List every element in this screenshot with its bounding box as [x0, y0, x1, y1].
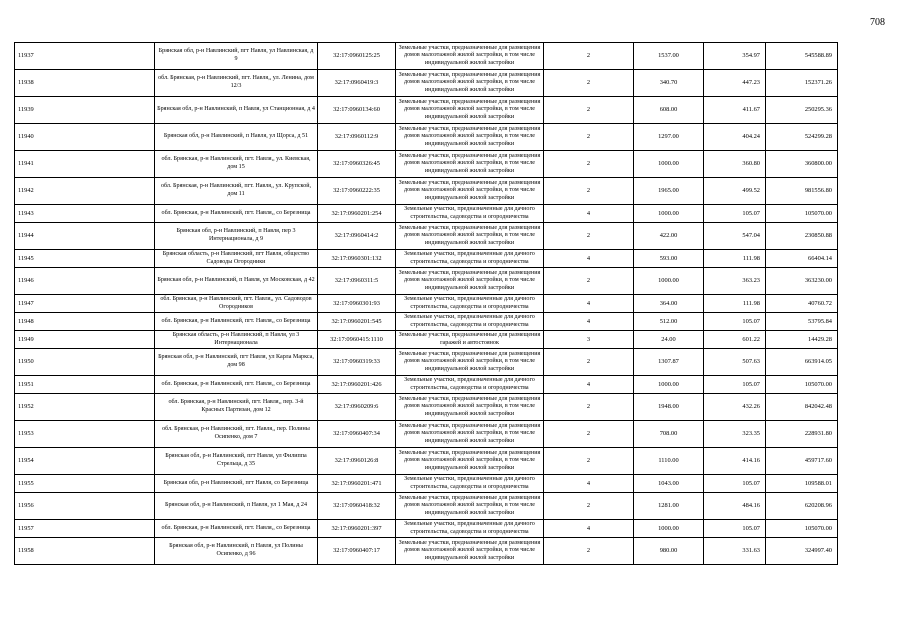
address-cell: обл. Брянская, р-н Навлинский, пгт. Навля,, ул. Ленина, дом 12/3	[155, 70, 318, 97]
cadastral-number-cell: 32:17:0960222:35	[318, 178, 396, 205]
table-row	[15, 394, 838, 421]
cadastral-number-cell: 32:17:0960414:2	[318, 223, 396, 250]
table-row	[15, 295, 838, 313]
cadastral-number-cell: 32:17:0960301:93	[318, 295, 396, 313]
cadastral-value-cell: 105070.00	[766, 205, 838, 223]
cadastral-value-cell: 663914.05	[766, 349, 838, 376]
group-cell: 2	[544, 493, 634, 520]
area-cell: 512.00	[634, 313, 704, 331]
row-number: 11937	[15, 43, 155, 70]
group-cell: 4	[544, 520, 634, 538]
land-use-cell: Земельные участки, предназначенные для размещения домов малоэтажной жилой застройки, в том числе индивидуальной жилой застройки	[396, 349, 544, 376]
land-use-cell: Земельные участки, предназначенные для размещения домов малоэтажной жилой застройки, в том числе индивидуальной жилой застройки	[396, 394, 544, 421]
land-use-cell: Земельные участки, предназначенные для размещения домов малоэтажной жилой застройки, в том числе индивидуальной жилой застройки	[396, 151, 544, 178]
unit-value-cell: 323.35	[704, 421, 766, 448]
cadastral-value-cell: 14429.28	[766, 331, 838, 349]
table-row	[15, 124, 838, 151]
cadastral-value-cell: 105070.00	[766, 376, 838, 394]
row-number: 11940	[15, 124, 155, 151]
area-cell: 1307.87	[634, 349, 704, 376]
area-cell: 1948.00	[634, 394, 704, 421]
unit-value-cell: 507.63	[704, 349, 766, 376]
land-use-cell: Земельные участки, предназначенные для размещения домов малоэтажной жилой застройки, в том числе индивидуальной жилой застройки	[396, 70, 544, 97]
land-use-cell: Земельные участки, предназначенные для размещения домов малоэтажной жилой застройки, в том числе индивидуальной жилой застройки	[396, 97, 544, 124]
unit-value-cell: 331.63	[704, 538, 766, 565]
land-use-cell: Земельные участки, предназначенные для дачного строительства, садоводства и огородничества	[396, 376, 544, 394]
unit-value-cell: 499.52	[704, 178, 766, 205]
land-use-cell: Земельные участки, предназначенные для размещения домов малоэтажной жилой застройки, в том числе индивидуальной жилой застройки	[396, 493, 544, 520]
group-cell: 2	[544, 124, 634, 151]
table-row	[15, 43, 838, 70]
group-cell: 2	[544, 448, 634, 475]
address-cell: обл. Брянская, р-н Навлинский, пгт. Навля,, со Березница	[155, 376, 318, 394]
unit-value-cell: 484.16	[704, 493, 766, 520]
row-number: 11954	[15, 448, 155, 475]
cadastral-number-cell: 32:17:0960326:45	[318, 151, 396, 178]
table-row	[15, 475, 838, 493]
cadastral-number-cell: 32:17:0960201:397	[318, 520, 396, 538]
area-cell: 1000.00	[634, 376, 704, 394]
table-row	[15, 223, 838, 250]
unit-value-cell: 354.97	[704, 43, 766, 70]
area-cell: 364.00	[634, 295, 704, 313]
row-number: 11951	[15, 376, 155, 394]
row-number: 11942	[15, 178, 155, 205]
unit-value-cell: 360.80	[704, 151, 766, 178]
unit-value-cell: 105.07	[704, 205, 766, 223]
cadastral-value-cell: 620208.96	[766, 493, 838, 520]
address-cell: обл. Брянская, р-н Навлинский, пгт. Навля,, со Березница	[155, 205, 318, 223]
unit-value-cell: 105.07	[704, 376, 766, 394]
address-cell: Брянская обл, р-н Навлинский, пгт Навля, ул Навлинская, д 9	[155, 43, 318, 70]
unit-value-cell: 105.07	[704, 313, 766, 331]
table-row	[15, 313, 838, 331]
unit-value-cell: 411.67	[704, 97, 766, 124]
land-use-cell: Земельные участки, предназначенные для дачного строительства, садоводства и огородничества	[396, 250, 544, 268]
unit-value-cell: 601.22	[704, 331, 766, 349]
cadastral-value-cell: 545588.89	[766, 43, 838, 70]
cadastral-number-cell: 32:17:0960311:5	[318, 268, 396, 295]
table-row	[15, 268, 838, 295]
area-cell: 1110.00	[634, 448, 704, 475]
area-cell: 980.00	[634, 538, 704, 565]
unit-value-cell: 414.16	[704, 448, 766, 475]
cadastral-number-cell: 32:17:0960419:3	[318, 70, 396, 97]
land-use-cell: Земельные участки, предназначенные для размещения домов малоэтажной жилой застройки, в том числе индивидуальной жилой застройки	[396, 448, 544, 475]
row-number: 11939	[15, 97, 155, 124]
area-cell: 1000.00	[634, 151, 704, 178]
unit-value-cell: 105.07	[704, 520, 766, 538]
table-row	[15, 70, 838, 97]
address-cell: Брянская обл, р-н Навлинский, п Навля, ул Полины Осипенко, д 96	[155, 538, 318, 565]
table-row	[15, 97, 838, 124]
cadastral-value-cell: 842042.48	[766, 394, 838, 421]
area-cell: 1043.00	[634, 475, 704, 493]
address-cell: обл. Брянская, р-н Навлинский, пгт. Навля,, со Березница	[155, 313, 318, 331]
land-use-cell: Земельные участки, предназначенные для размещения домов малоэтажной жилой застройки, в том числе индивидуальной жилой застройки	[396, 268, 544, 295]
cadastral-value-cell: 109588.01	[766, 475, 838, 493]
unit-value-cell: 111.98	[704, 295, 766, 313]
cadastral-number-cell: 32:17:0960126:8	[318, 448, 396, 475]
cadastral-number-cell: 32:17:0960407:17	[318, 538, 396, 565]
row-number: 11950	[15, 349, 155, 376]
land-use-cell: Земельные участки, предназначенные для дачного строительства, садоводства и огородничества	[396, 313, 544, 331]
cadastral-number-cell: 32:17:0960201:254	[318, 205, 396, 223]
cadastral-number-cell: 32:17:0960415:1110	[318, 331, 396, 349]
unit-value-cell: 111.98	[704, 250, 766, 268]
table-row	[15, 493, 838, 520]
land-use-cell: Земельные участки, предназначенные для размещения домов малоэтажной жилой застройки, в том числе индивидуальной жилой застройки	[396, 124, 544, 151]
unit-value-cell: 105.07	[704, 475, 766, 493]
table-body	[15, 43, 838, 565]
table-row	[15, 448, 838, 475]
area-cell: 422.00	[634, 223, 704, 250]
land-use-cell: Земельные участки, предназначенные для размещения домов малоэтажной жилой застройки, в том числе индивидуальной жилой застройки	[396, 178, 544, 205]
table-row	[15, 421, 838, 448]
area-cell: 593.00	[634, 250, 704, 268]
table-row	[15, 250, 838, 268]
group-cell: 4	[544, 205, 634, 223]
row-number: 11956	[15, 493, 155, 520]
row-number: 11946	[15, 268, 155, 295]
unit-value-cell: 404.24	[704, 124, 766, 151]
table-row	[15, 205, 838, 223]
cadastral-number-cell: 32:17:0960319:33	[318, 349, 396, 376]
cadastral-number-cell: 32:17:0960209:6	[318, 394, 396, 421]
cadastral-value-cell: 228931.80	[766, 421, 838, 448]
unit-value-cell: 547.04	[704, 223, 766, 250]
group-cell: 4	[544, 250, 634, 268]
land-use-cell: Земельные участки, предназначенные для размещения домов малоэтажной жилой застройки, в том числе индивидуальной жилой застройки	[396, 421, 544, 448]
group-cell: 4	[544, 475, 634, 493]
cadastral-value-cell: 152371.26	[766, 70, 838, 97]
area-cell: 1537.00	[634, 43, 704, 70]
row-number: 11958	[15, 538, 155, 565]
address-cell: обл. Брянская, р-н Навлинский, пгт. Навля,, пер. Полины Осипенко, дом 7	[155, 421, 318, 448]
group-cell: 2	[544, 43, 634, 70]
group-cell: 2	[544, 394, 634, 421]
address-cell: Брянская обл, р-н Навлинский, пгт Навля, ул Филиппа Стрельца, д 35	[155, 448, 318, 475]
cadastral-number-cell: 32:17:0960112:9	[318, 124, 396, 151]
area-cell: 1281.00	[634, 493, 704, 520]
address-cell: обл. Брянская, р-н Навлинский, пгт. Навля,, ул. Киевская, дом 15	[155, 151, 318, 178]
table-row	[15, 151, 838, 178]
row-number: 11955	[15, 475, 155, 493]
group-cell: 2	[544, 178, 634, 205]
cadastral-number-cell: 32:17:0960407:34	[318, 421, 396, 448]
row-number: 11948	[15, 313, 155, 331]
area-cell: 1297.00	[634, 124, 704, 151]
cadastral-value-cell: 360800.00	[766, 151, 838, 178]
area-cell: 340.70	[634, 70, 704, 97]
address-cell: Брянская обл, р-н Навлинский, п Навля, ул Московская, д 42	[155, 268, 318, 295]
group-cell: 2	[544, 268, 634, 295]
table-row	[15, 331, 838, 349]
cadastral-value-cell: 324997.40	[766, 538, 838, 565]
cadastral-value-cell: 66404.14	[766, 250, 838, 268]
row-number: 11943	[15, 205, 155, 223]
address-cell: Брянская обл, р-н Навлинский, п Навля, пер 3 Интернационала, д 9	[155, 223, 318, 250]
cadastral-value-cell: 250295.36	[766, 97, 838, 124]
group-cell: 2	[544, 349, 634, 376]
cadastral-value-cell: 40760.72	[766, 295, 838, 313]
address-cell: Брянская обл, р-н Навлинский, пгт Навля, со Березница	[155, 475, 318, 493]
row-number: 11953	[15, 421, 155, 448]
group-cell: 4	[544, 376, 634, 394]
address-cell: Брянская обл, р-н Навлинский, п Навля, ул Станционная, д 4	[155, 97, 318, 124]
address-cell: Брянская обл, р-н Навлинский, п Навля, ул 1 Мая, д 24	[155, 493, 318, 520]
land-use-cell: Земельные участки, предназначенные для дачного строительства, садоводства и огородничества	[396, 520, 544, 538]
land-use-cell: Земельные участки, предназначенные для размещения домов малоэтажной жилой застройки, в том числе индивидуальной жилой застройки	[396, 43, 544, 70]
land-use-cell: Земельные участки, предназначенные для дачного строительства, садоводства и огородничества	[396, 205, 544, 223]
cadastral-value-table	[14, 42, 838, 565]
address-cell: обл. Брянская, р-н Навлинский, пгт. Навля,, ул. Крупской, дом 11	[155, 178, 318, 205]
table-row	[15, 520, 838, 538]
group-cell: 2	[544, 538, 634, 565]
area-cell: 608.00	[634, 97, 704, 124]
area-cell: 1000.00	[634, 268, 704, 295]
unit-value-cell: 447.23	[704, 70, 766, 97]
group-cell: 4	[544, 313, 634, 331]
address-cell: обл. Брянская, р-н Навлинский, пгт. Навля,, со Березница	[155, 520, 318, 538]
area-cell: 708.00	[634, 421, 704, 448]
cadastral-value-cell: 53795.84	[766, 313, 838, 331]
row-number: 11938	[15, 70, 155, 97]
cadastral-number-cell: 32:17:0960418:32	[318, 493, 396, 520]
cadastral-value-cell: 459717.60	[766, 448, 838, 475]
table-row	[15, 538, 838, 565]
address-cell: Брянская обл, р-н Навлинский, пгт Навля, ул Карла Маркса, дом 98	[155, 349, 318, 376]
group-cell: 2	[544, 70, 634, 97]
group-cell: 3	[544, 331, 634, 349]
unit-value-cell: 363.23	[704, 268, 766, 295]
cadastral-value-cell: 524299.28	[766, 124, 838, 151]
address-cell: обл. Брянская, р-н Навлинский, пгт. Навля,, пер. 3-й Красных Партизан, дом 12	[155, 394, 318, 421]
address-cell: Брянская область, р-н Навлинский, п Навля, ул 3 Интернационала	[155, 331, 318, 349]
address-cell: обл. Брянская, р-н Навлинский, пгт. Навля,, ул. Садоводов Огородников	[155, 295, 318, 313]
row-number: 11947	[15, 295, 155, 313]
unit-value-cell: 432.26	[704, 394, 766, 421]
group-cell: 2	[544, 97, 634, 124]
row-number: 11949	[15, 331, 155, 349]
land-use-cell: Земельные участки, предназначенные для размещения домов малоэтажной жилой застройки, в том числе индивидуальной жилой застройки	[396, 538, 544, 565]
cadastral-number-cell: 32:17:0960301:132	[318, 250, 396, 268]
cadastral-number-cell: 32:17:0960201:426	[318, 376, 396, 394]
land-use-cell: Земельные участки, предназначенные для дачного строительства, садоводства и огородничества	[396, 295, 544, 313]
area-cell: 24.00	[634, 331, 704, 349]
cadastral-value-cell: 230850.88	[766, 223, 838, 250]
group-cell: 4	[544, 295, 634, 313]
address-cell: Брянская область, р-н Навлинский, пгт Навля, общество Садоводы Огородники	[155, 250, 318, 268]
area-cell: 1000.00	[634, 520, 704, 538]
page-number: 708	[870, 17, 885, 28]
table-row	[15, 376, 838, 394]
group-cell: 2	[544, 223, 634, 250]
table-row	[15, 349, 838, 376]
group-cell: 2	[544, 151, 634, 178]
cadastral-number-cell: 32:17:0960201:545	[318, 313, 396, 331]
cadastral-number-cell: 32:17:0960125:25	[318, 43, 396, 70]
cadastral-value-cell: 105070.00	[766, 520, 838, 538]
row-number: 11945	[15, 250, 155, 268]
row-number: 11957	[15, 520, 155, 538]
area-cell: 1965.00	[634, 178, 704, 205]
cadastral-number-cell: 32:17:0960201:471	[318, 475, 396, 493]
row-number: 11941	[15, 151, 155, 178]
cadastral-value-cell: 981556.80	[766, 178, 838, 205]
group-cell: 2	[544, 421, 634, 448]
address-cell: Брянская обл, р-н Навлинский, п Навля, ул Щорса, д 51	[155, 124, 318, 151]
row-number: 11952	[15, 394, 155, 421]
land-use-cell: Земельные участки, предназначенные для размещения домов малоэтажной жилой застройки, в том числе индивидуальной жилой застройки	[396, 223, 544, 250]
row-number: 11944	[15, 223, 155, 250]
land-use-cell: Земельные участки, предназначенные для размещения гаражей и автостоянок	[396, 331, 544, 349]
area-cell: 1000.00	[634, 205, 704, 223]
land-use-cell: Земельные участки, предназначенные для дачного строительства, садоводства и огородничества	[396, 475, 544, 493]
cadastral-number-cell: 32:17:0960134:60	[318, 97, 396, 124]
cadastral-value-cell: 363230.00	[766, 268, 838, 295]
table-row	[15, 178, 838, 205]
